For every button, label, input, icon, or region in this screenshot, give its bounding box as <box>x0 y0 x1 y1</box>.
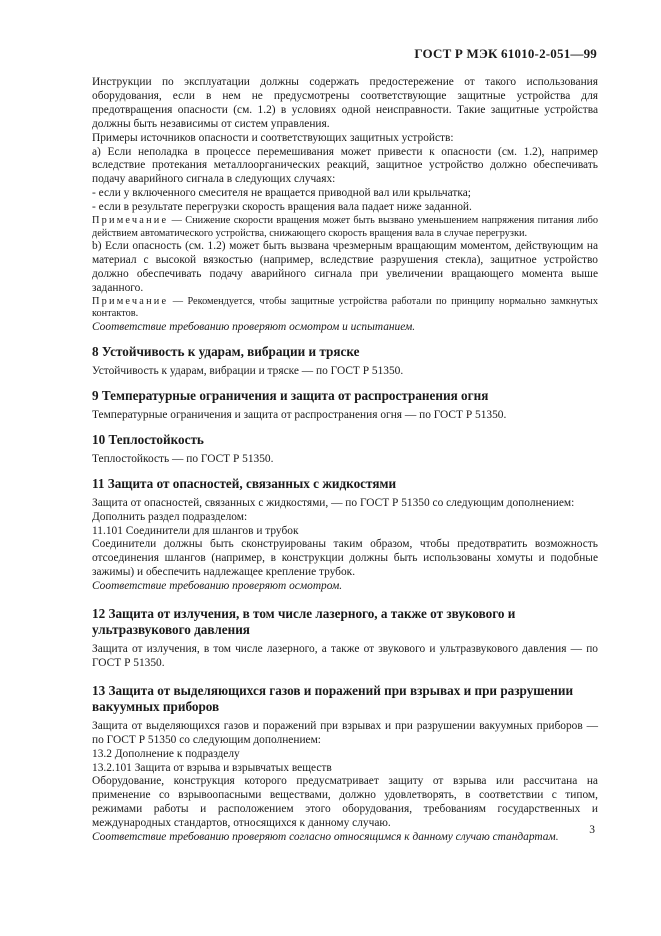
document-header: ГОСТ Р МЭК 61010-2-051—99 <box>414 46 597 61</box>
note <box>92 215 598 240</box>
page-number: 3 <box>589 824 595 836</box>
paragraph: b) Если опасность (см. 1.2) может быть вызвана чрезмерным вращающим моментом, действующим на материал с высокой вязкостью (например, вследствие разрушения стекла), защитное устройство должно обеспечивать подачу аварийного сигнала при увеличении вращающего момента выше заданного. <box>92 240 598 294</box>
compliance-statement: Соответствие требованию проверяют осмотром и испытанием. <box>92 321 416 334</box>
section-heading: 13 Защита от выделяющихся газов и поражений при взрывах и при разрушении вакуумных приборов <box>92 682 574 714</box>
subsection-title: 13.2 Дополнение к подразделу <box>92 747 240 760</box>
note-text: — Рекомендуется, чтобы защитные устройства работали по принципу нормально замкнутых контактов. <box>92 295 598 320</box>
list-item: - если у включенного смесителя не вращается приводной вал или крыльчатка; <box>92 187 471 200</box>
paragraph: Соединители должны быть сконструированы таким образом, чтобы предотвратить возможность отсоединения шлангов (например, в конструкции должны быть использованы хомуты и подобные зажимы) и обеспечить надлежащее крепление трубок. <box>92 538 598 579</box>
paragraph: Защита от излучения, в том числе лазерного, а также от звукового и ультразвукового давления — по ГОСТ Р 51350. <box>92 643 598 669</box>
compliance-statement: Соответствие требованию проверяют осмотром. <box>92 580 343 593</box>
paragraph: Оборудование, конструкция которого предусматривает защиту от взрыва или рассчитана на применение со взрывоопасными веществами, должно удовлетворять, в соответствии с типом, режимами работы и расположением этого оборудования, требованиям государственных и международных стандартов, относящихся к данному случаю. <box>92 775 598 830</box>
subsection-title: 13.2.101 Защита от взрыва и взрывчатых веществ <box>92 761 332 774</box>
paragraph: Устойчивость к ударам, вибрации и тряске — по ГОСТ Р 51350. <box>92 364 404 377</box>
paragraph: Инструкции по эксплуатации должны содержать предостережение от такого использования оборудования, если в нем не предусмотрены соответствующие защитные устройства для предотвращения опасности (см. 1.2) в условиях одной неисправности. Такие защитные устройства должны быть независимы от систем управления. <box>92 76 598 130</box>
paragraph: Защита от опасностей, связанных с жидкостями, — по ГОСТ Р 51350 со следующим дополнением: <box>92 496 575 509</box>
note-text: — Снижение скорости вращения может быть вызвано уменьшением напряжения питания либо действием автоматического устройства, снижающего скорость вращения вала в случае перегрузки. <box>92 215 598 239</box>
compliance-statement: Соответствие требованию проверяют согласно относящимся к данному случаю стандартам. <box>92 831 559 844</box>
paragraph: Температурные ограничения и защита от распространения огня — по ГОСТ Р 51350. <box>92 408 507 421</box>
subsection-title: 11.101 Соединители для шлангов и трубок <box>92 524 299 537</box>
paragraph: Дополнить раздел подразделом: <box>92 510 248 523</box>
section-heading: 9 Температурные ограничения и защита от распространения огня <box>92 387 489 403</box>
note-label: Примечание <box>92 295 169 307</box>
paragraph: Примеры источников опасности и соответствующих защитных устройств: <box>92 131 454 144</box>
paragraph: a) Если неполадка в процессе перемешивания может привести к опасности (см. 1.2), например вследствие протекания металлоорганических реакций, защитное устройство должно обеспечивать подачу аварийного сигнала в следующих случаях: <box>92 145 598 186</box>
note-label: Примечание <box>92 215 169 227</box>
paragraph: Защита от выделяющихся газов и поражений при взрывах и при разрушении вакуумных приборов — по ГОСТ Р 51350 со следующим дополнением: <box>92 719 598 746</box>
section-heading: 8 Устойчивость к ударам, вибрации и тряске <box>92 343 360 359</box>
list-item: - если в результате перегрузки скорость вращения вала падает ниже заданной. <box>92 201 472 214</box>
section-heading: 11 Защита от опасностей, связанных с жидкостями <box>92 475 397 491</box>
document-body <box>92 76 598 845</box>
paragraph: Теплостойкость — по ГОСТ Р 51350. <box>92 452 274 465</box>
section-heading: 10 Теплостойкость <box>92 431 204 447</box>
note <box>92 296 598 321</box>
section-heading: 12 Защита от излучения, в том числе лазерного, а также от звукового и ультразвукового давления <box>92 606 516 638</box>
